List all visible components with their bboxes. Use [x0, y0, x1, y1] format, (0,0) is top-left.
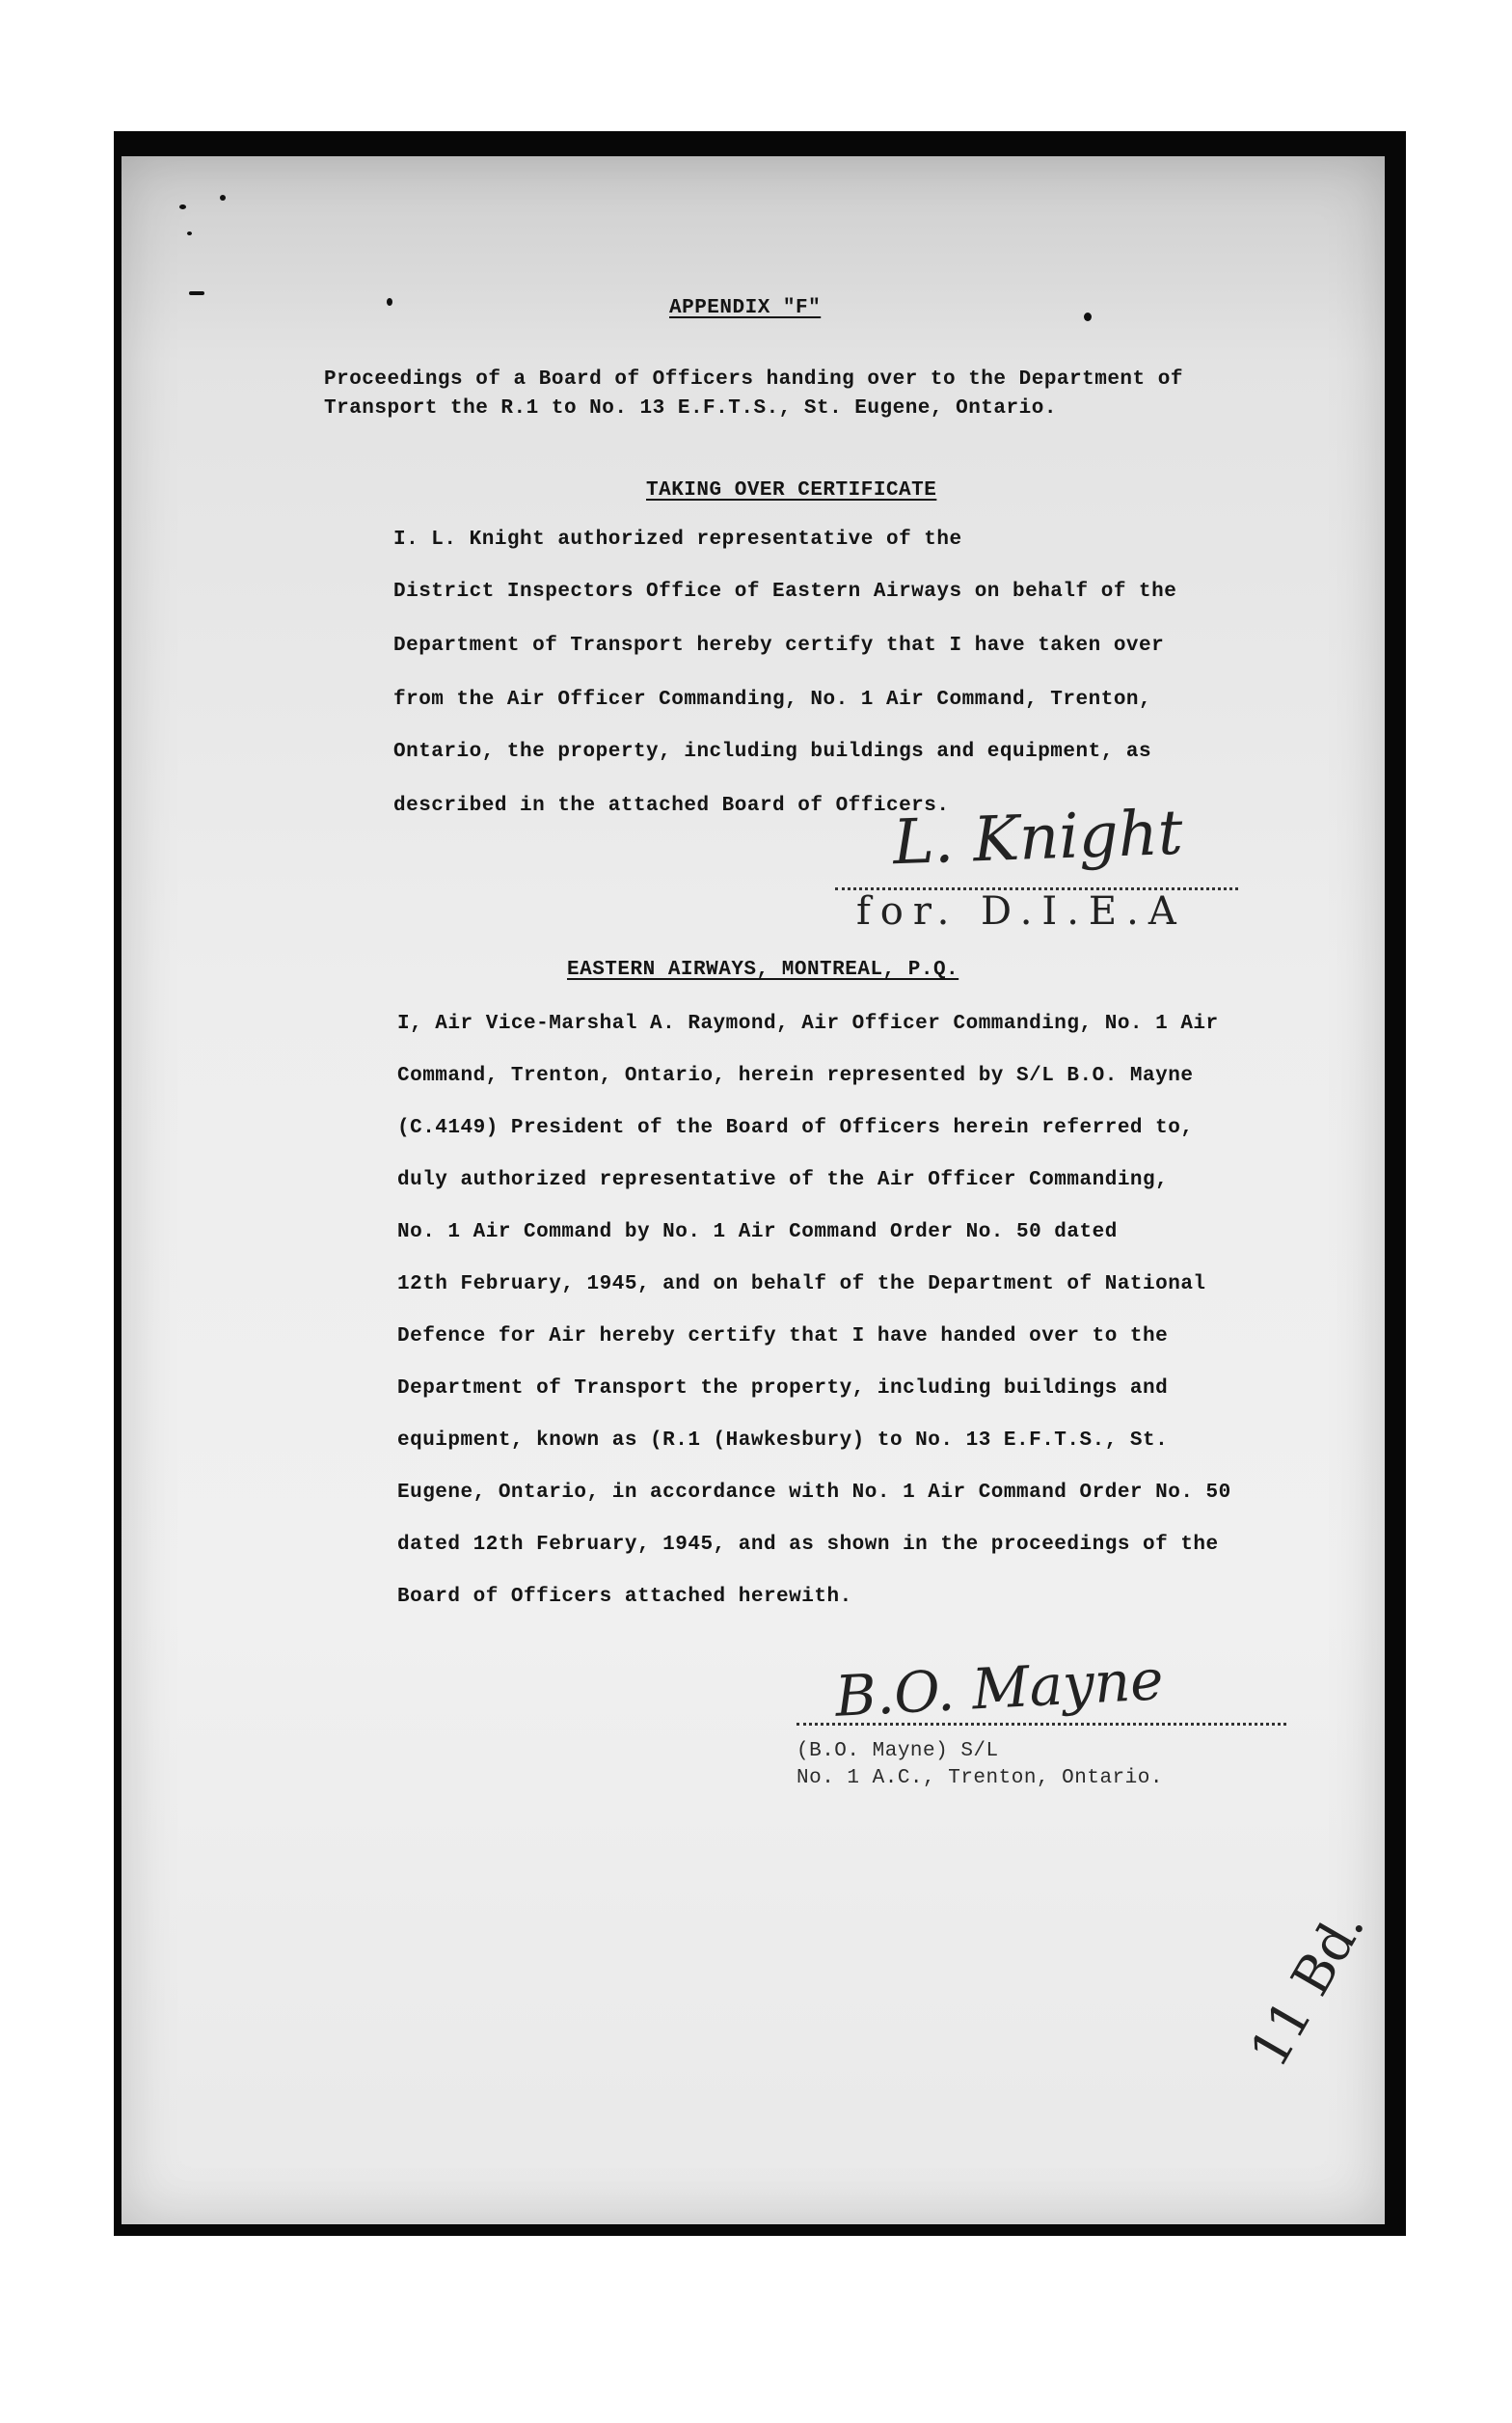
appendix-title: APPENDIX "F" [669, 297, 822, 319]
certificate-line: District Inspectors Office of Eastern Airways on behalf of the [393, 581, 1177, 603]
body-line: No. 1 Air Command by No. 1 Air Command Order No. 50 dated [397, 1221, 1118, 1243]
proceedings-line-2: Transport the R.1 to No. 13 E.F.T.S., St. Eugene, Ontario. [324, 397, 1057, 420]
body-line: duly authorized representative of the Air Officer Commanding, [397, 1169, 1169, 1191]
body-line: Command, Trenton, Ontario, herein represented by S/L B.O. Mayne [397, 1065, 1194, 1087]
scan-speck [1084, 313, 1092, 321]
body-line: dated 12th February, 1945, and as shown in the proceedings of the [397, 1534, 1219, 1556]
body-line: equipment, known as (R.1 (Hawkesbury) to No. 13 E.F.T.S., St. [397, 1429, 1169, 1452]
certificate-line: from the Air Officer Commanding, No. 1 Air Command, Trenton, [393, 689, 1152, 711]
signature-knight: L. Knight [891, 797, 1184, 880]
scan-speck [387, 298, 392, 306]
body-line: Defence for Air hereby certify that I have handed over to the [397, 1325, 1169, 1348]
body-line: (C.4149) President of the Board of Officers herein referred to, [397, 1117, 1194, 1139]
scan-speck [220, 195, 226, 201]
signer-name: (B.O. Mayne) S/L [796, 1740, 999, 1762]
body-line: Department of Transport the property, including buildings and [397, 1377, 1169, 1400]
signature-knight-note: for. D.I.E.A [856, 889, 1186, 934]
body-line: Eugene, Ontario, in accordance with No. 1 Air Command Order No. 50 [397, 1482, 1231, 1504]
scan-speck [179, 204, 186, 209]
scan-speck [187, 231, 192, 235]
body-line: I, Air Vice-Marshal A. Raymond, Air Officer Commanding, No. 1 Air [397, 1013, 1219, 1035]
certificate-line: Ontario, the property, including buildings and equipment, as [393, 741, 1152, 763]
signer-unit: No. 1 A.C., Trenton, Ontario. [796, 1767, 1163, 1789]
signature-mayne: B.O. Mayne [833, 1647, 1166, 1729]
certificate-line: Department of Transport hereby certify that I have taken over [393, 635, 1165, 657]
body-line: 12th February, 1945, and on behalf of the Department of National [397, 1273, 1206, 1295]
signature-line-2 [796, 1723, 1286, 1726]
certificate-line: described in the attached Board of Officers. [393, 795, 950, 817]
scan-speck [189, 291, 204, 295]
eastern-airways-title: EASTERN AIRWAYS, MONTREAL, P.Q. [567, 959, 959, 981]
document-page [122, 156, 1385, 2224]
proceedings-line-1: Proceedings of a Board of Officers handing over to the Department of [324, 368, 1183, 391]
certificate-title: TAKING OVER CERTIFICATE [646, 479, 937, 502]
margin-mark: 11 Bd. [1238, 1898, 1377, 2078]
body-line: Board of Officers attached herewith. [397, 1586, 852, 1608]
certificate-line: I. L. Knight authorized representative of the [393, 529, 962, 551]
